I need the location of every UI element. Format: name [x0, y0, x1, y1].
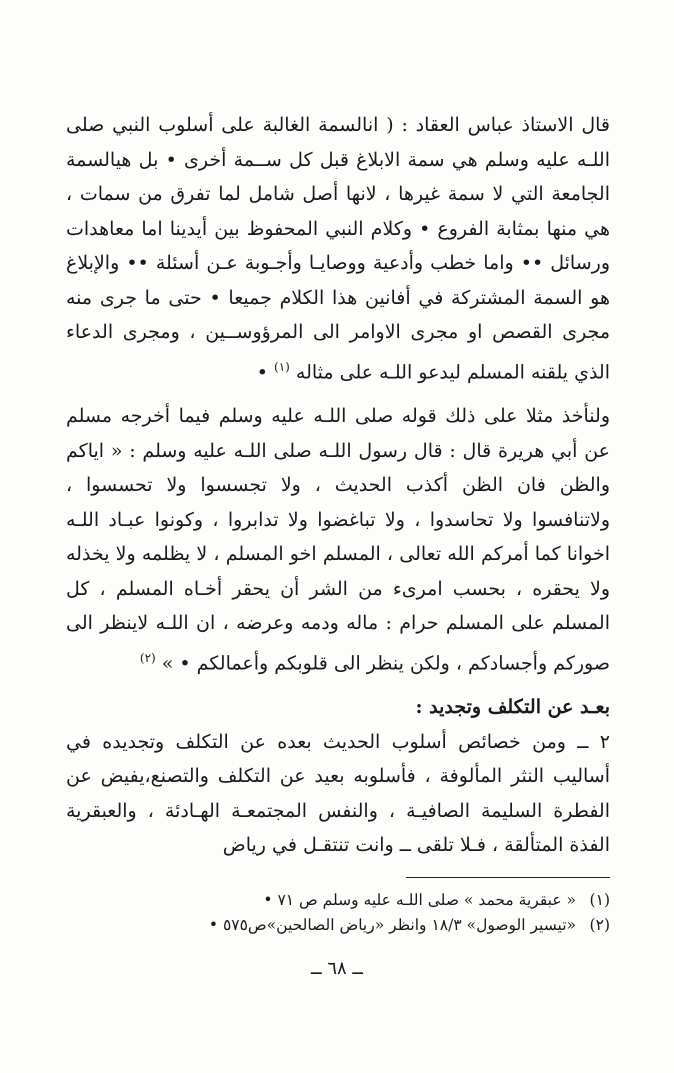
- paragraph-1-text: قال الاستاذ عباس العقاد : ( انالسمة الغالبة على أسلوب النبي صلى اللـه عليه وسلم هي سمة الابلاغ قبل كل ســمة أخرى • بل هيالسمة الجامعة التي لا سمة غيرها ، لانها أصل شامل لما تفرق من سمات ، هي منها بمثابة الفروع • وكلام النبي المحفوظ بين أيدينا اما معاهدات ورسائل •• واما خطب وأدعية ووصايـا وأجـوبة عـن أسئلة •• والإبلاغ هو السمة المشتركة في أفانين هذا الكلام جميعا • حتى ما جرى منه مجرى القصص او مجرى الاوامر الى المرؤوســين ، ومجرى الدعاء الذي يلقنه المسلم ليدعو اللـه على مثاله: [66, 114, 610, 383]
- footnote-2-mark: (٢): [589, 915, 610, 934]
- footnote-1: [66, 888, 610, 913]
- page-number: ــ ٦٨ ــ: [311, 958, 363, 979]
- note-ref-1: (١): [274, 359, 290, 374]
- paragraph-2: [66, 399, 610, 680]
- footnote-divider: [406, 877, 610, 878]
- footnote-2: [66, 913, 610, 938]
- page-body: [66, 108, 610, 938]
- paragraph-2-text: ولنأخذ مثلا على ذلك قوله صلى اللـه عليه وسلم فيما أخرجه مسلم عن أبي هريرة قال : قال رسول اللـه صلى اللـه عليه وسلم : « اياكم والظن فان الظن أكذب الحديث ، ولا تجسسوا ولا تحسسوا ، ولاتنافسوا ولا تحاسدوا ، ولا تباغضوا ولا تدابروا ، وكونوا عبـاد اللـه اخوانا كما أمركم الله تعالى ، المسلم اخو المسلم ، لا يظلمه ولا يخذله ولا يحقره ، بحسب امرىء من الشر أن يحقر أخـاه المسلم ، كل المسلم على المسلم حرام : ماله ودمه وعرضه ، ان اللـه لاينظر الى صوركم وأجسادكم ، ولكن ينظر الى قلوبكم وأعمالكم • »: [66, 405, 610, 675]
- footnote-2-text: «تيسير الوصول» ١٨/٣ وانظر «رياض الصالحين»ص٥٧٥ •: [208, 915, 576, 934]
- paragraph-1: [66, 108, 610, 389]
- note-ref-2: (٢): [139, 650, 156, 665]
- footnote-1-mark: (١): [589, 890, 610, 909]
- section-heading: بعـد عن التكلف وتجديد :: [415, 695, 610, 718]
- footnote-1-text: « عبقرية محمد » صلى اللـه عليه وسلم ص ٧١ •: [263, 890, 576, 909]
- paragraph-3: ٢ ــ ومن خصائص أسلوب الحديث بعده عن التكلف وتجديده في أساليب النثر المألوفة ، فأسلوبه بعيد عن التكلف والتصنع،يفيض عن الفطرة السليمة الصافيـة ، والنفس المجتمعـة الهـادئة ، والعبقرية الفذة المتألقة ، فـلا تلقى ــ وانت تنتقـل في رياض: [66, 730, 610, 857]
- paragraph-1-end: •: [256, 360, 275, 383]
